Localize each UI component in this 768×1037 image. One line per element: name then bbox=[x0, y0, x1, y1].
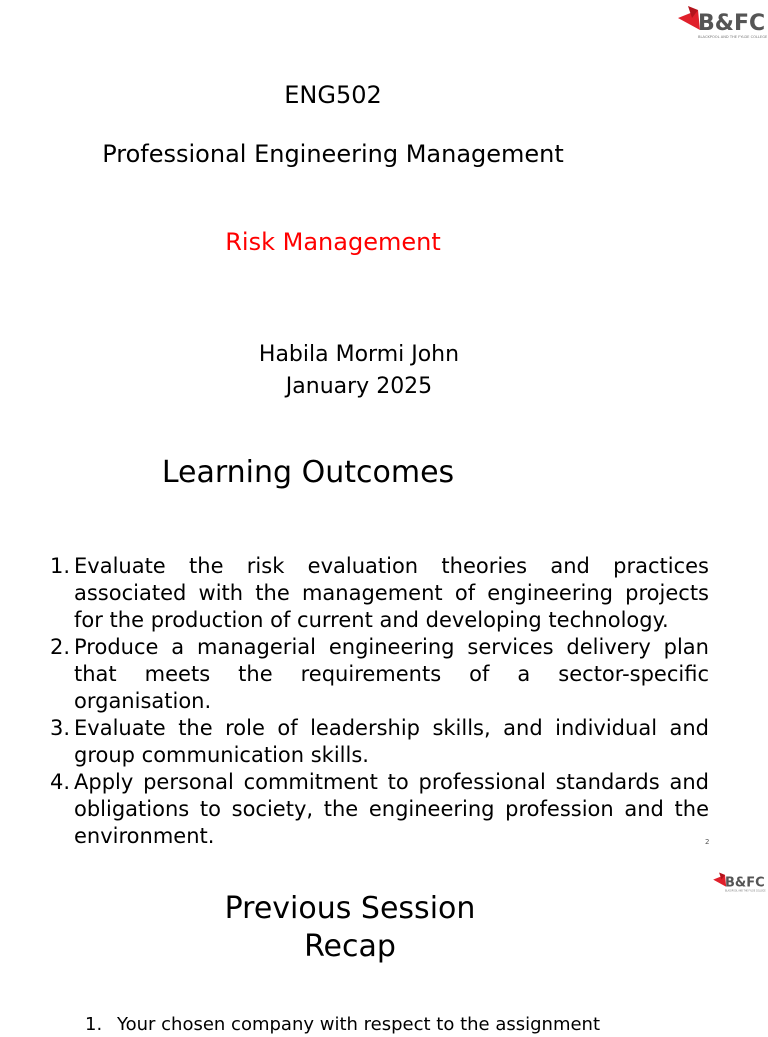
list-item-text: Produce a managerial engineering services delivery plan that meets the requirements of a sector-specific organisation. bbox=[74, 635, 709, 713]
logo-subtext: BLACKPOOL AND THE FYLDE COLLEGE bbox=[698, 35, 768, 39]
logo-wordmark: B&FC bbox=[725, 875, 765, 891]
list-item bbox=[40, 715, 709, 769]
course-title: Professional Engineering Management bbox=[102, 140, 564, 168]
recap-slide bbox=[0, 865, 768, 1035]
lecture-date: January 2025 bbox=[285, 374, 433, 399]
recap-list bbox=[85, 1013, 600, 1037]
logo-subtext: BLACKPOOL AND THE FYLDE COLLEGE bbox=[725, 890, 766, 893]
learning-outcomes-slide bbox=[0, 432, 768, 865]
list-number: 3. bbox=[49, 716, 70, 740]
heading-line-1: Previous Session bbox=[224, 891, 476, 926]
author-name: Habila Mormi John bbox=[258, 342, 460, 367]
list-item bbox=[85, 1013, 600, 1037]
logo-wordmark: B&FC bbox=[698, 11, 766, 36]
title-slide bbox=[0, 0, 768, 432]
list-item-text: Evaluate the risk evaluation theories and practices associated with the management of engineering projects for the production of current and developing technology. bbox=[74, 554, 709, 632]
heading-line-2: Recap bbox=[304, 929, 396, 964]
slide-heading bbox=[0, 890, 700, 966]
list-item bbox=[40, 634, 709, 715]
list-item bbox=[40, 553, 709, 634]
list-number: 1. bbox=[85, 1014, 103, 1035]
list-item-text: Evaluate the role of leadership skills, and individual and group communication skills. bbox=[74, 716, 709, 767]
course-code: ENG502 bbox=[284, 81, 382, 109]
bfc-logo bbox=[676, 4, 768, 40]
lecture-topic: Risk Management bbox=[225, 228, 441, 256]
page-number: 2 bbox=[705, 838, 710, 846]
bfc-logo-small bbox=[712, 871, 764, 893]
list-item bbox=[40, 769, 709, 850]
list-number: 2. bbox=[49, 635, 70, 659]
slide-heading: Learning Outcomes bbox=[161, 455, 455, 490]
list-number: 4. bbox=[49, 770, 70, 794]
list-number: 1. bbox=[49, 554, 70, 578]
list-item-text: Apply personal commitment to professional standards and obligations to society, the engineering profession and the environment. bbox=[74, 770, 709, 848]
learning-outcomes-list bbox=[40, 553, 709, 850]
list-item-text: Your chosen company with respect to the assignment bbox=[117, 1014, 601, 1035]
